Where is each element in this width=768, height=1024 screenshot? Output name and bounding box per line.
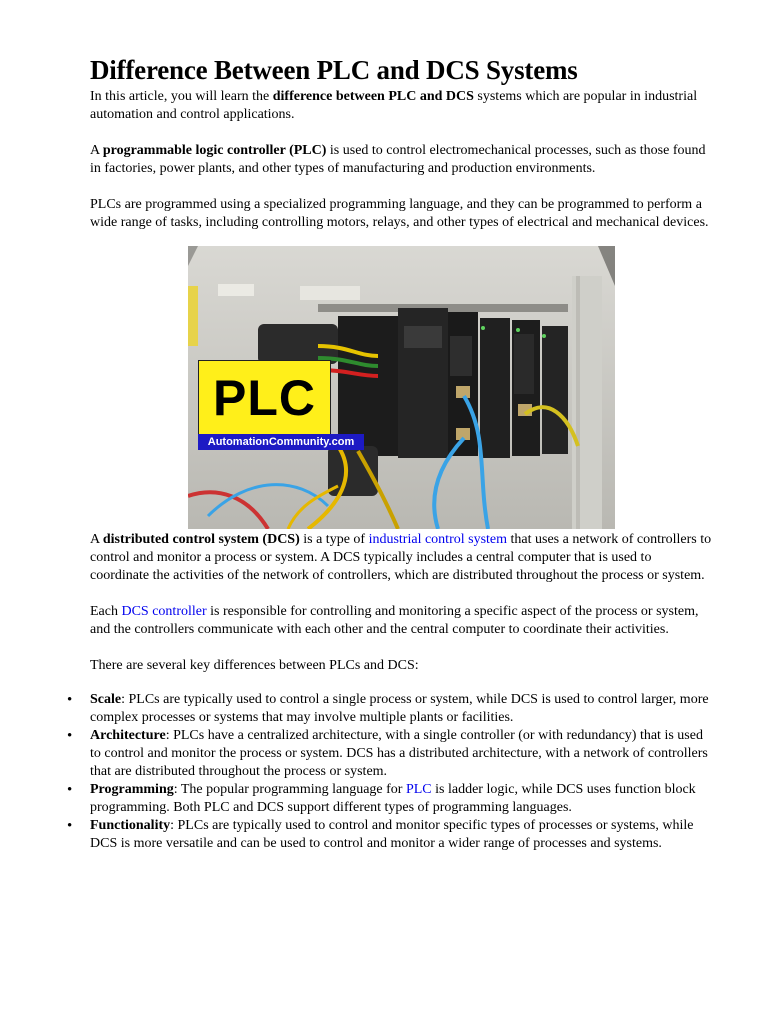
plc-def-text: A: [90, 143, 103, 158]
industrial-control-system-link[interactable]: industrial control system: [368, 532, 508, 547]
list-item-scale: [90, 691, 712, 727]
differences-list: [90, 691, 712, 853]
list-item-text-2: is ladder logic, while DCS uses function block programming. Both PLC and DCS support different types of programming languages.: [90, 782, 696, 815]
dcs-def-text-3: that uses a network of controllers to control and monitor a process or system. A DCS typically includes a central computer that is used to coordinate the activities of the network of controllers, which are distributed throughout the process or system.: [90, 532, 712, 583]
dcs-controller-link[interactable]: DCS controller: [121, 604, 207, 619]
plc-def-bold: programmable logic controller (PLC): [102, 143, 327, 158]
list-item-text: : PLCs are typically used to control a single process or system, while DCS is used to control larger, more complex processes or systems that may involve multiple plants or facilities.: [90, 692, 709, 725]
plc-def-text-2: is used to control electromechanical processes, such as those found in factories, power plants, and other types of manufacturing and production environments.: [90, 143, 706, 176]
list-item-term: Functionality: [90, 818, 171, 833]
plc-photo: [188, 246, 615, 529]
list-item-text: : The popular programming language for: [173, 782, 406, 797]
article: [90, 52, 712, 853]
differences-intro: There are several key differences between PLCs and DCS:: [90, 658, 419, 673]
dcs-ctrl-text: Each: [90, 604, 122, 619]
dcs-def-bold: distributed control system (DCS): [102, 532, 300, 547]
list-item-text: : PLCs are typically used to control and monitor specific types of processes or systems, while DCS is more versatile and can be used to control and monitor a wider range of processes and systems.: [90, 818, 694, 851]
list-item-programming: [90, 781, 712, 817]
dcs-definition-paragraph: [90, 531, 712, 585]
dcs-ctrl-text-2: is responsible for controlling and monitoring a specific aspect of the process or system, and the controllers communicate with each other and the central computer to coordinate their activities.: [90, 604, 699, 637]
list-item-architecture: [90, 727, 712, 781]
page-title: Difference Between PLC and DCS Systems: [90, 55, 578, 85]
plc-definition-paragraph: [90, 142, 712, 178]
plc-label-text: PLC: [213, 370, 316, 426]
intro-text-2: systems which are popular in industrial automation and control applications.: [90, 89, 698, 122]
image-watermark: AutomationCommunity.com: [198, 434, 364, 450]
intro-bold: difference between PLC and DCS: [272, 89, 474, 104]
list-item-term: Architecture: [90, 728, 166, 743]
dcs-def-text-2: is a type of: [299, 532, 369, 547]
dcs-def-text: A: [90, 532, 103, 547]
plc-programming-paragraph: PLCs are programmed using a specialized programming language, and they can be programmed to perform a wide range of tasks, including controlling motors, relays, and other types of electrical and mechanical devices.: [90, 197, 709, 230]
list-item-text: : PLCs have a centralized architecture, with a single controller (or with redundancy) that is used to control and monitor the process or system. DCS has a distributed architecture, with a network of controllers that are distributed throughout the process or system.: [90, 728, 708, 779]
list-item-term: Scale: [90, 692, 122, 707]
intro-text: In this article, you will learn the: [90, 89, 273, 104]
dcs-controller-paragraph: [90, 603, 712, 639]
plc-link[interactable]: PLC: [405, 782, 432, 797]
intro-paragraph: [90, 88, 712, 124]
list-item-term: Programming: [90, 782, 174, 797]
list-item-functionality: [90, 817, 712, 853]
plc-label-box: [198, 360, 331, 436]
